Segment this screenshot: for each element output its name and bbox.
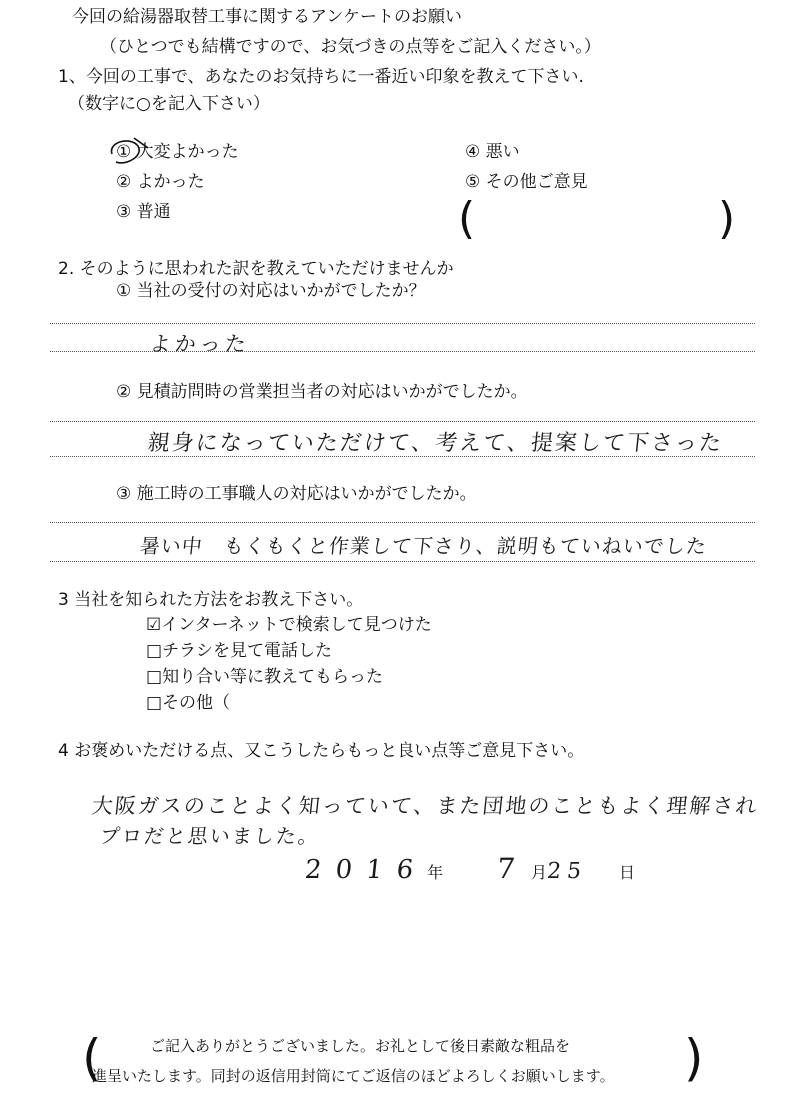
- option-number: ⑤: [465, 172, 481, 192]
- option-number: ①: [116, 142, 132, 162]
- q1-option-3[interactable]: [116, 201, 171, 223]
- q3-question: 3 当社を知られた方法をお教え下さい。: [58, 590, 364, 610]
- q3-option-flyer[interactable]: [146, 640, 332, 662]
- q1-question: 1、今回の工事で、あなたのお気持ちに一番近い印象を教えて下さい.: [58, 67, 584, 87]
- q4-answer-line-2[interactable]: プロだと思いました。: [98, 824, 322, 848]
- date-day-unit: 日: [619, 863, 636, 882]
- date-month: 7: [495, 852, 521, 885]
- option-number: ②: [116, 172, 132, 192]
- footer-line-2: 進呈いたします。同封の返信用封筒にてご返信のほどよろしくお願いします。: [92, 1067, 615, 1085]
- answer-line: [50, 456, 755, 457]
- q3-option-other[interactable]: [146, 692, 230, 714]
- q1-other-field[interactable]: [484, 200, 714, 240]
- answer-line: [50, 522, 755, 523]
- option-label: その他（: [162, 693, 231, 713]
- survey-title: 今回の給湯器取替工事に関するアンケートのお願い: [72, 7, 462, 27]
- option-label: 悪い: [485, 142, 520, 162]
- date-day: 25: [545, 859, 589, 884]
- answer-line: [50, 351, 755, 352]
- q2-item-1-label: ① 当社の受付の対応はいかがでしたか？: [116, 281, 426, 301]
- q3-option-acquaintance[interactable]: [146, 666, 383, 688]
- option-number: ③: [116, 202, 132, 222]
- q2-item-2-label: ② 見積訪問時の営業担当者の対応はいかがでしたか。: [116, 382, 528, 402]
- footer-note: [82, 1029, 706, 1094]
- q1-option-2[interactable]: [116, 171, 205, 193]
- footer-paren-open: (: [82, 1029, 102, 1087]
- q4-question: 4 お褒めいただける点、又こうしたらもっと良い点等ご意見下さい。: [58, 741, 585, 761]
- q2-question: 2. そのように思われた訳を教えていただけませんか: [58, 259, 454, 279]
- q1-other-paren-close: ): [718, 193, 736, 244]
- date-field[interactable]: [305, 852, 635, 885]
- q2-item-3-answer[interactable]: 暑い中 もくもくと作業して下さり、説明もていねいでした: [138, 534, 709, 558]
- q2-item-1-answer[interactable]: よかった: [148, 332, 252, 356]
- q2-item-3-label: ③ 施工時の工事職人の対応はいかがでしたか。: [116, 484, 477, 504]
- option-label: その他ご意見: [485, 172, 588, 192]
- checkbox-icon[interactable]: □: [146, 693, 163, 713]
- survey-subtitle: （ひとつでも結構ですので、お気づきの点等をご記入ください。）: [100, 37, 601, 57]
- q1-other-paren-open: (: [458, 193, 476, 244]
- date-month-unit: 月: [531, 863, 548, 882]
- q3-option-internet[interactable]: [146, 614, 432, 636]
- q1-instruction: （数字に○を記入下さい）: [68, 94, 270, 114]
- option-label: 大変よかった: [136, 142, 239, 162]
- q1-option-4[interactable]: [465, 141, 520, 163]
- answer-line: [50, 421, 755, 422]
- checkbox-icon[interactable]: □: [146, 667, 163, 687]
- option-label: インターネットで検索して見つけた: [161, 615, 432, 635]
- handwritten-circle-mark: [104, 134, 148, 170]
- date-year: 2016: [303, 855, 429, 885]
- footer-paren-close: ): [684, 1029, 704, 1087]
- option-label: チラシを見て電話した: [162, 641, 333, 661]
- answer-line: [50, 561, 755, 562]
- q1-option-5[interactable]: [465, 171, 588, 193]
- date-year-unit: 年: [427, 863, 444, 882]
- option-label: よかった: [136, 172, 205, 192]
- checkbox-icon[interactable]: □: [146, 641, 163, 661]
- footer-line-1: ご記入ありがとうございました。お礼として後日素敵な粗品を: [150, 1037, 571, 1055]
- option-number: ④: [465, 142, 481, 162]
- option-label: 普通: [136, 202, 171, 222]
- checkbox-checked-icon[interactable]: ☑: [146, 615, 162, 635]
- q4-answer-line-1[interactable]: 大阪ガスのことよく知っていて、また団地のこともよく理解され: [90, 794, 760, 818]
- option-label: 知り合い等に教えてもらった: [162, 667, 384, 687]
- q2-item-2-answer[interactable]: 親身になっていただけて、考えて、提案して下さった: [146, 431, 725, 456]
- answer-line: [50, 323, 755, 324]
